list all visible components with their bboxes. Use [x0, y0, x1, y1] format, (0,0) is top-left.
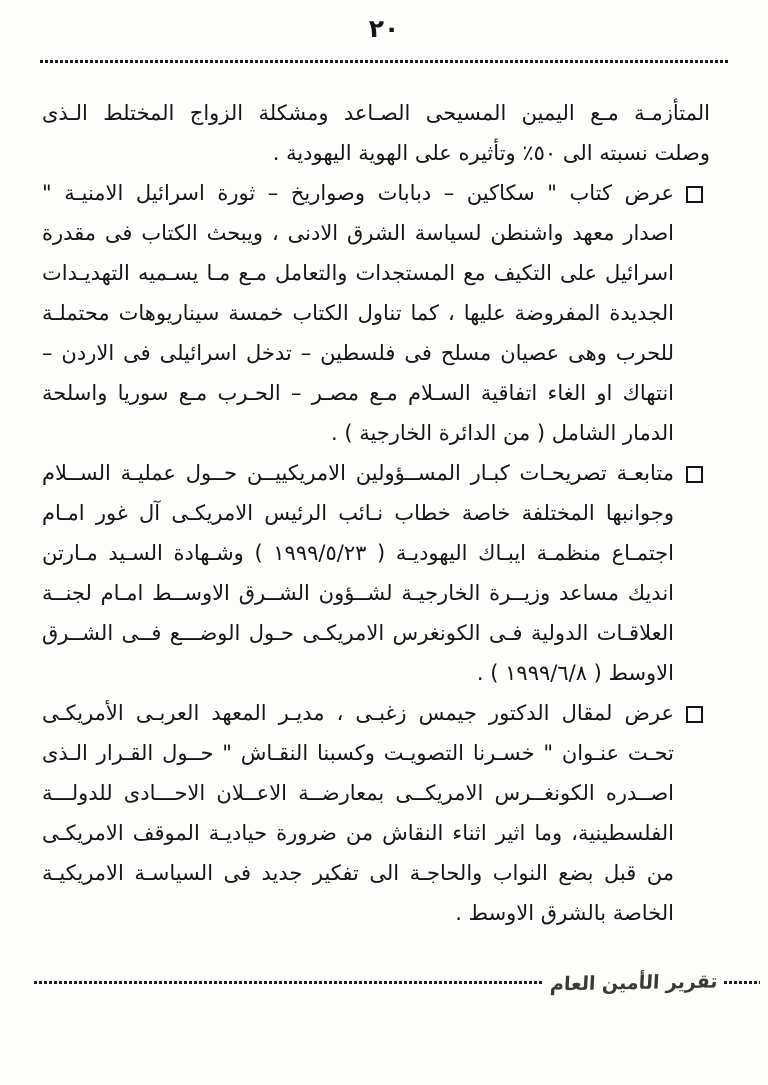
text-line: عرض لمقال الدكتور جيمس زغبـى ، مديـر المعهد العربـى الأمريكـى [42, 701, 674, 725]
text-line: الفلسطينية، وما اثير اثناء النقاش من ضرورة حياديـة الموقف الامريكـى [42, 821, 674, 845]
square-bullet-icon [686, 466, 703, 483]
text-line: الخاصة بالشرق الاوسط . [455, 901, 674, 925]
text-line: انتهاك او الغاء اتفاقية السـلام مـع مصـر – الحـرب مـع سوريا واسلحة [42, 381, 674, 405]
text-line: الجديدة المفروضة عليها ، كما تناول الكتاب خمسة سيناريوهات محتملـة [42, 301, 674, 325]
paragraph [42, 93, 710, 173]
square-bullet-icon [686, 186, 703, 203]
text-line: للحرب وهى عصيان مسلح فى فلسطين – تدخل اسرائيلى فى الاردن – [42, 341, 674, 365]
text-line: اصــدره الكونغــرس الامريكــى بمعارضــة الاعــلان الاحـــادى للدولـــة [42, 781, 674, 805]
footer-signature: تقرير الأمين العام [549, 970, 719, 996]
bulleted-paragraph [42, 173, 710, 453]
footer-dotted-rule-right [724, 981, 760, 984]
document-body [42, 93, 710, 933]
text-line: اسرائيل على التكيف مع المستجدات والتعامل مـع مـا يسـميه التهديـدات [42, 261, 674, 285]
text-line: انديك مساعد وزيــرة الخارجيـة لشــؤون الشــرق الاوســط امـام لجنــة [42, 581, 674, 605]
text-line: تحـت عنـوان " خسـرنا التصويـت وكسبنا النقـاش " حــول القـرار الـذى [42, 741, 674, 765]
header-dotted-rule [40, 60, 728, 63]
text-line: العلاقـات الدولية فـى الكونغرس الامريكـى حـول الوضـــع فــى الشــرق [42, 621, 674, 645]
text-line: عرض كتاب " سكاكين – دبابات وصواريخ – ثورة اسرائيل الامنيـة " [42, 181, 674, 205]
text-line: الدمار الشامل ( من الدائرة الخارجية ) . [330, 421, 674, 445]
text-line: المتأزمـة مـع اليمين المسيحى الصـاعد ومشكلة الزواج المختلط الـذى [42, 101, 710, 125]
text-line: اصدار معهد واشنطن لسياسة الشرق الادنى ، ويبحث الكتاب فى مقدرة [42, 221, 674, 245]
text-line: اجتمـاع منظمـة ايبـاك اليهوديـة ( ١٩٩٩/٥/٢٣ ) وشـهادة السـيد مـارتن [42, 541, 675, 565]
bulleted-paragraph [42, 453, 710, 693]
text-line: وجوانبها المختلفة خاصة خطاب نـائب الرئيس الامريكـى آل غور امـام [42, 501, 674, 525]
text-line: الاوسط ( ١٩٩٩/٦/٨ ) . [476, 661, 674, 685]
bulleted-paragraph [42, 693, 710, 933]
square-bullet-icon [686, 706, 703, 723]
footer-dotted-rule-left [34, 981, 544, 984]
text-line: من قبل بضع النواب والحاجـة الى تفكير جديد فى السياسـة الامريكيـة [42, 861, 674, 885]
text-line: وصلت نسبته الى ٥٠٪ وتأثيره على الهوية اليهودية . [272, 141, 710, 165]
text-line: متابعـة تصريحـات كبـار المســؤولين الامريكييــن حــول عمليـة الســلام [42, 461, 674, 485]
page-footer [34, 972, 760, 994]
page-number: ٢٠ [368, 14, 400, 43]
